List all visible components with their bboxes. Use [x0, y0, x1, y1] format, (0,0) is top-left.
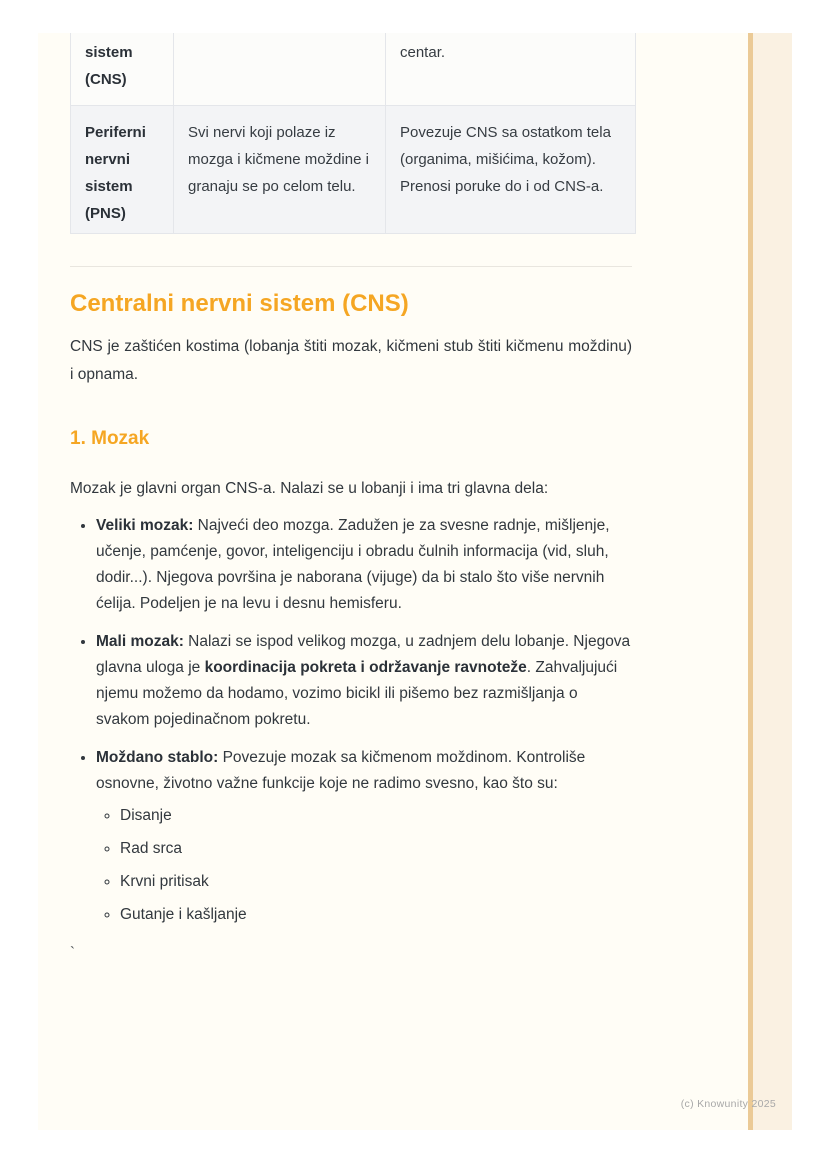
list-item-text: Nalazi se ispod velikog mozga, u zadnjem delu lobanje. Njegova glavna uloga je — [96, 633, 631, 676]
section-divider — [70, 266, 632, 267]
nervous-system-table — [70, 33, 636, 234]
sub-list-item: ◦ Disanje — [120, 803, 632, 829]
subsection-heading: 1. Mozak — [70, 428, 150, 449]
cell-description — [174, 33, 386, 106]
brain-parts-list — [70, 513, 632, 928]
cell-role: Povezuje CNS sa ostatkom tela (organima, mišićima, kožom). Prenosi poruke do i od CNS-a. — [386, 106, 636, 234]
sub-list-item: ◦ Rad srca — [120, 836, 632, 862]
cell-term: Periferni nervni sistem (PNS) — [71, 106, 174, 234]
cell-role: centar. — [386, 33, 636, 106]
page-content — [70, 33, 632, 961]
brainstem-functions-list — [96, 803, 632, 928]
cell-description: Svi nervi koji polaze iz mozga i kičmene moždine i granaju se po celom telu. — [174, 106, 386, 234]
table-row — [71, 106, 636, 234]
list-item-bold-phrase: koordinacija pokreta i održavanje ravnoteže — [204, 659, 527, 676]
section-heading: Centralni nervni sistem (CNS) — [70, 290, 409, 317]
page-edge-band — [753, 33, 792, 1130]
lead-paragraph: Mozak je glavni organ CNS-a. Nalazi se u lobanji i ima tri glavna dela: — [70, 480, 549, 497]
list-item-lead: Moždano stablo: — [96, 749, 219, 766]
list-item-mali-mozak — [96, 629, 632, 733]
table-row — [71, 33, 636, 106]
stray-backtick: ` — [70, 944, 75, 961]
sub-list-item: ◦ Krvni pritisak — [120, 869, 632, 895]
cell-term: sistem (CNS) — [71, 33, 174, 106]
document-page — [38, 33, 792, 1130]
intro-paragraph: CNS je zaštićen kostima (lobanja štiti mozak, kičmeni stub štiti kičmenu moždinu) i opnama. — [70, 338, 632, 383]
copyright-watermark: (c) Knowunity 2025 — [680, 1098, 776, 1110]
list-item-veliki-mozak — [96, 513, 632, 617]
list-item-text: Povezuje mozak sa kičmenom moždinom. Kontroliše osnovne, životno važne funkcije koje ne radimo svesno, kao što su: — [96, 749, 586, 792]
list-item-lead: Mali mozak: — [96, 633, 184, 650]
list-item-text: . Zahvaljujući njemu možemo da hodamo, vozimo bicikl ili pišemo bez razmišljanja o svakom pojedinačnom pokretu. — [96, 659, 618, 728]
list-item-text: Najveći deo mozga. Zadužen je za svesne radnje, mišljenje, učenje, pamćenje, govor, inteligenciju i obradu čulnih informacija (vid, sluh, dodir...). Njegova površina je naborana (vijuge) da bi stalo što više nervnih ćelija. Podeljen je na levu i desnu hemisferu. — [96, 517, 610, 612]
list-item-lead: Veliki mozak: — [96, 517, 194, 534]
list-item-mozdano-stablo — [96, 745, 632, 928]
sub-list-item: ◦ Gutanje i kašljanje — [120, 902, 632, 928]
page-edge-stripe — [748, 33, 753, 1130]
